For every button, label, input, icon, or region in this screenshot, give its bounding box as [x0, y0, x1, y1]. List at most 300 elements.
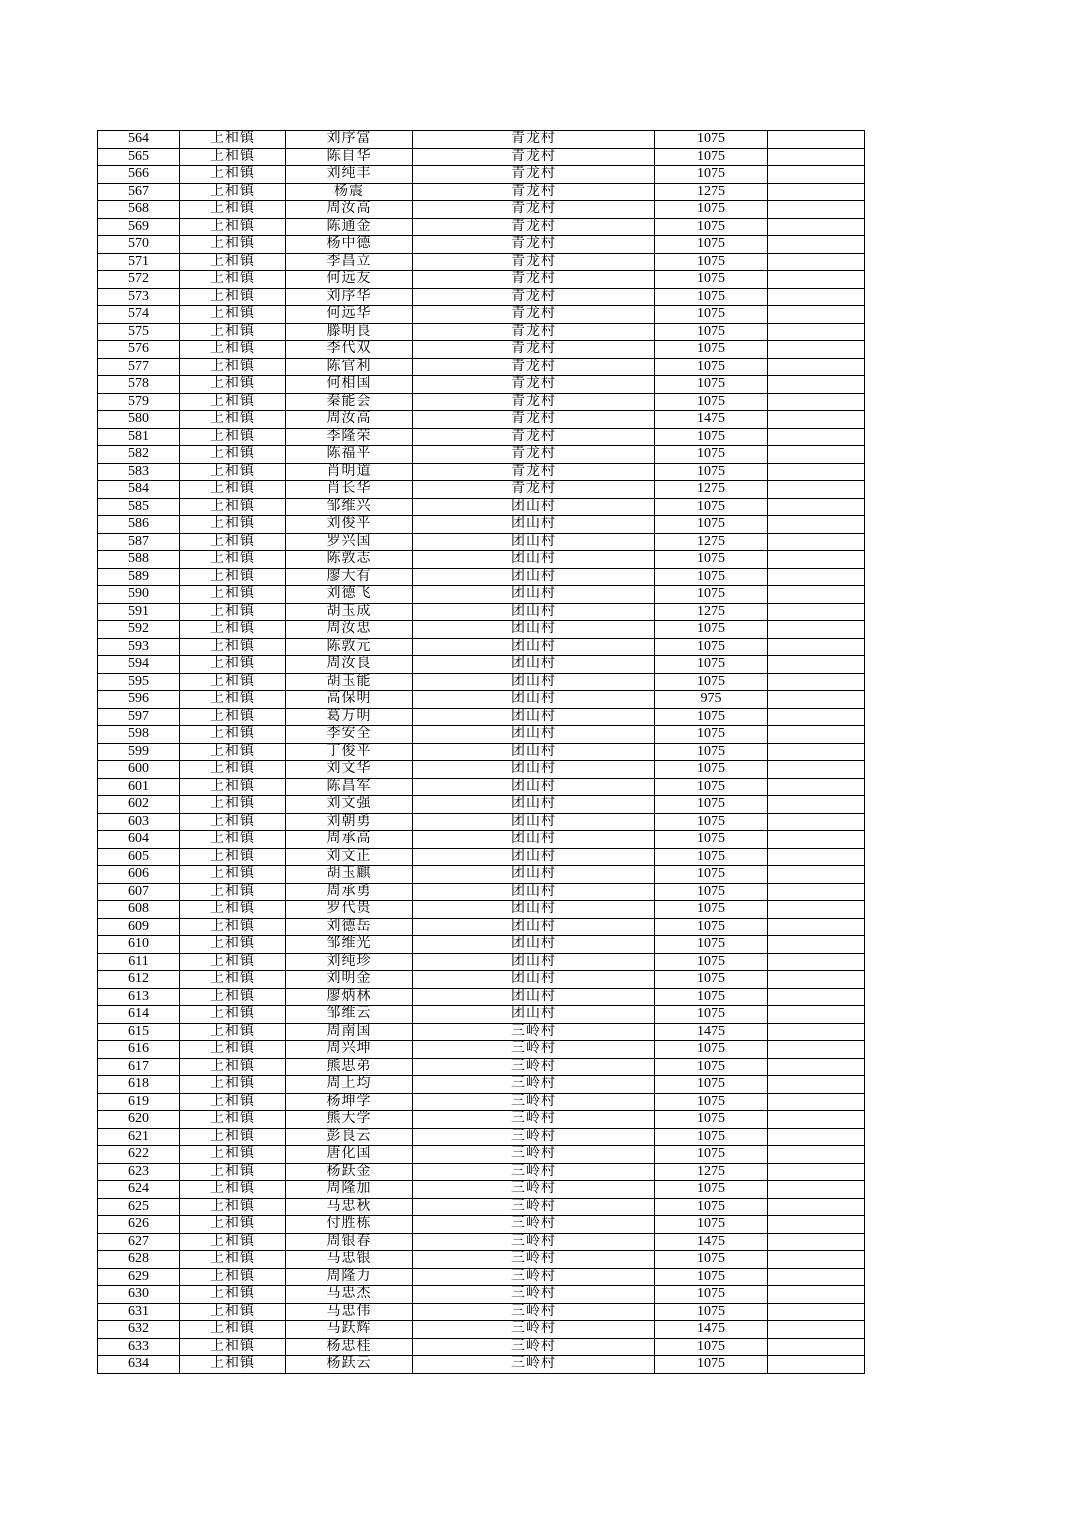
town-cell: 上和镇	[180, 1338, 286, 1356]
village-cell: 青龙村	[413, 148, 655, 166]
amount-cell: 1075	[655, 813, 768, 831]
row-number-cell: 605	[98, 848, 180, 866]
remark-cell	[768, 1111, 865, 1129]
table-row	[98, 288, 865, 306]
row-number-cell: 614	[98, 1006, 180, 1024]
town-cell: 上和镇	[180, 376, 286, 394]
row-number-cell: 633	[98, 1338, 180, 1356]
remark-cell	[768, 673, 865, 691]
amount-cell: 1075	[655, 1356, 768, 1374]
amount-cell: 1075	[655, 1006, 768, 1024]
remark-cell	[768, 1216, 865, 1234]
row-number-cell: 581	[98, 428, 180, 446]
name-cell: 刘纯丰	[286, 166, 413, 184]
name-cell: 周承勇	[286, 883, 413, 901]
town-cell: 上和镇	[180, 743, 286, 761]
table-row	[98, 131, 865, 149]
town-cell: 上和镇	[180, 288, 286, 306]
amount-cell: 1275	[655, 533, 768, 551]
row-number-cell: 572	[98, 271, 180, 289]
row-number-cell: 575	[98, 323, 180, 341]
remark-cell	[768, 463, 865, 481]
town-cell: 上和镇	[180, 533, 286, 551]
amount-cell: 1075	[655, 498, 768, 516]
town-cell: 上和镇	[180, 761, 286, 779]
name-cell: 肖明道	[286, 463, 413, 481]
table-row	[98, 533, 865, 551]
table-row	[98, 1181, 865, 1199]
town-cell: 上和镇	[180, 708, 286, 726]
remark-cell	[768, 778, 865, 796]
village-cell: 青龙村	[413, 428, 655, 446]
row-number-cell: 582	[98, 446, 180, 464]
table-row	[98, 446, 865, 464]
remark-cell	[768, 1233, 865, 1251]
amount-cell: 1075	[655, 586, 768, 604]
table-row	[98, 586, 865, 604]
amount-cell: 1075	[655, 1111, 768, 1129]
table-row	[98, 201, 865, 219]
row-number-cell: 625	[98, 1198, 180, 1216]
remark-cell	[768, 481, 865, 499]
row-number-cell: 587	[98, 533, 180, 551]
village-cell: 青龙村	[413, 323, 655, 341]
amount-cell: 1075	[655, 848, 768, 866]
table-row	[98, 778, 865, 796]
table-row	[98, 918, 865, 936]
remark-cell	[768, 831, 865, 849]
amount-cell: 1075	[655, 1146, 768, 1164]
amount-cell: 1075	[655, 796, 768, 814]
name-cell: 滕明良	[286, 323, 413, 341]
row-number-cell: 620	[98, 1111, 180, 1129]
amount-cell: 1075	[655, 1268, 768, 1286]
village-cell: 团山村	[413, 866, 655, 884]
town-cell: 上和镇	[180, 813, 286, 831]
village-cell: 团山村	[413, 726, 655, 744]
town-cell: 上和镇	[180, 1251, 286, 1269]
table-row	[98, 148, 865, 166]
village-cell: 青龙村	[413, 306, 655, 324]
remark-cell	[768, 148, 865, 166]
remark-cell	[768, 568, 865, 586]
village-cell: 三岭村	[413, 1233, 655, 1251]
village-cell: 团山村	[413, 831, 655, 849]
name-cell: 马忠银	[286, 1251, 413, 1269]
table-row	[98, 953, 865, 971]
row-number-cell: 592	[98, 621, 180, 639]
amount-cell: 1075	[655, 1338, 768, 1356]
amount-cell: 975	[655, 691, 768, 709]
village-cell: 青龙村	[413, 236, 655, 254]
name-cell: 罗兴国	[286, 533, 413, 551]
table-row	[98, 1006, 865, 1024]
amount-cell: 1075	[655, 201, 768, 219]
remark-cell	[768, 1321, 865, 1339]
town-cell: 上和镇	[180, 936, 286, 954]
town-cell: 上和镇	[180, 1146, 286, 1164]
table-row	[98, 761, 865, 779]
table-row	[98, 1128, 865, 1146]
remark-cell	[768, 1268, 865, 1286]
remark-cell	[768, 1181, 865, 1199]
village-cell: 团山村	[413, 621, 655, 639]
amount-cell: 1075	[655, 1181, 768, 1199]
table-row	[98, 1338, 865, 1356]
village-cell: 团山村	[413, 516, 655, 534]
town-cell: 上和镇	[180, 988, 286, 1006]
table-row	[98, 603, 865, 621]
amount-cell: 1075	[655, 1216, 768, 1234]
amount-cell: 1075	[655, 883, 768, 901]
row-number-cell: 608	[98, 901, 180, 919]
town-cell: 上和镇	[180, 428, 286, 446]
table-row	[98, 796, 865, 814]
amount-cell: 1275	[655, 1163, 768, 1181]
town-cell: 上和镇	[180, 568, 286, 586]
town-cell: 上和镇	[180, 656, 286, 674]
table-row	[98, 516, 865, 534]
town-cell: 上和镇	[180, 1006, 286, 1024]
amount-cell: 1075	[655, 148, 768, 166]
name-cell: 陈官利	[286, 358, 413, 376]
name-cell: 陈福平	[286, 446, 413, 464]
remark-cell	[768, 656, 865, 674]
remark-cell	[768, 393, 865, 411]
town-cell: 上和镇	[180, 253, 286, 271]
table-row	[98, 691, 865, 709]
table-row	[98, 988, 865, 1006]
town-cell: 上和镇	[180, 393, 286, 411]
village-cell: 团山村	[413, 848, 655, 866]
village-cell: 青龙村	[413, 288, 655, 306]
village-cell: 三岭村	[413, 1076, 655, 1094]
name-cell: 刘德岳	[286, 918, 413, 936]
village-cell: 团山村	[413, 936, 655, 954]
row-number-cell: 606	[98, 866, 180, 884]
village-cell: 青龙村	[413, 183, 655, 201]
row-number-cell: 627	[98, 1233, 180, 1251]
amount-cell: 1475	[655, 411, 768, 429]
row-number-cell: 590	[98, 586, 180, 604]
amount-cell: 1075	[655, 621, 768, 639]
remark-cell	[768, 866, 865, 884]
roster-table	[97, 130, 865, 1374]
remark-cell	[768, 411, 865, 429]
village-cell: 团山村	[413, 673, 655, 691]
name-cell: 刘文华	[286, 761, 413, 779]
row-number-cell: 571	[98, 253, 180, 271]
remark-cell	[768, 988, 865, 1006]
name-cell: 何相国	[286, 376, 413, 394]
table-row	[98, 183, 865, 201]
village-cell: 团山村	[413, 708, 655, 726]
amount-cell: 1075	[655, 1076, 768, 1094]
town-cell: 上和镇	[180, 1268, 286, 1286]
village-cell: 三岭村	[413, 1338, 655, 1356]
row-number-cell: 579	[98, 393, 180, 411]
name-cell: 唐化国	[286, 1146, 413, 1164]
name-cell: 马忠伟	[286, 1303, 413, 1321]
remark-cell	[768, 201, 865, 219]
village-cell: 青龙村	[413, 218, 655, 236]
name-cell: 刘纯珍	[286, 953, 413, 971]
amount-cell: 1075	[655, 656, 768, 674]
name-cell: 杨中德	[286, 236, 413, 254]
row-number-cell: 599	[98, 743, 180, 761]
amount-cell: 1075	[655, 778, 768, 796]
row-number-cell: 623	[98, 1163, 180, 1181]
town-cell: 上和镇	[180, 1233, 286, 1251]
remark-cell	[768, 1146, 865, 1164]
name-cell: 陈通金	[286, 218, 413, 236]
amount-cell: 1475	[655, 1233, 768, 1251]
row-number-cell: 577	[98, 358, 180, 376]
village-cell: 三岭村	[413, 1093, 655, 1111]
village-cell: 团山村	[413, 918, 655, 936]
table-row	[98, 271, 865, 289]
town-cell: 上和镇	[180, 1181, 286, 1199]
remark-cell	[768, 918, 865, 936]
amount-cell: 1075	[655, 1041, 768, 1059]
name-cell: 熊大学	[286, 1111, 413, 1129]
name-cell: 周汝高	[286, 411, 413, 429]
amount-cell: 1275	[655, 183, 768, 201]
town-cell: 上和镇	[180, 1128, 286, 1146]
village-cell: 青龙村	[413, 201, 655, 219]
row-number-cell: 594	[98, 656, 180, 674]
remark-cell	[768, 516, 865, 534]
amount-cell: 1075	[655, 1128, 768, 1146]
town-cell: 上和镇	[180, 306, 286, 324]
name-cell: 彭良云	[286, 1128, 413, 1146]
remark-cell	[768, 621, 865, 639]
table-row	[98, 551, 865, 569]
amount-cell: 1075	[655, 463, 768, 481]
row-number-cell: 568	[98, 201, 180, 219]
remark-cell	[768, 708, 865, 726]
row-number-cell: 612	[98, 971, 180, 989]
row-number-cell: 629	[98, 1268, 180, 1286]
table-row	[98, 428, 865, 446]
remark-cell	[768, 953, 865, 971]
remark-cell	[768, 901, 865, 919]
amount-cell: 1075	[655, 708, 768, 726]
name-cell: 罗代贵	[286, 901, 413, 919]
remark-cell	[768, 1303, 865, 1321]
remark-cell	[768, 1058, 865, 1076]
amount-cell: 1075	[655, 323, 768, 341]
amount-cell: 1075	[655, 761, 768, 779]
village-cell: 三岭村	[413, 1303, 655, 1321]
remark-cell	[768, 586, 865, 604]
name-cell: 周南国	[286, 1023, 413, 1041]
remark-cell	[768, 183, 865, 201]
table-row	[98, 936, 865, 954]
town-cell: 上和镇	[180, 463, 286, 481]
village-cell: 三岭村	[413, 1146, 655, 1164]
village-cell: 团山村	[413, 778, 655, 796]
remark-cell	[768, 341, 865, 359]
name-cell: 刘序华	[286, 288, 413, 306]
town-cell: 上和镇	[180, 1111, 286, 1129]
remark-cell	[768, 1198, 865, 1216]
row-number-cell: 613	[98, 988, 180, 1006]
table-row	[98, 218, 865, 236]
name-cell: 何远华	[286, 306, 413, 324]
village-cell: 团山村	[413, 656, 655, 674]
town-cell: 上和镇	[180, 551, 286, 569]
table-row	[98, 1233, 865, 1251]
row-number-cell: 583	[98, 463, 180, 481]
name-cell: 邹维云	[286, 1006, 413, 1024]
table-row	[98, 621, 865, 639]
name-cell: 李安全	[286, 726, 413, 744]
name-cell: 邹维光	[286, 936, 413, 954]
amount-cell: 1075	[655, 131, 768, 149]
village-cell: 团山村	[413, 953, 655, 971]
name-cell: 胡玉麒	[286, 866, 413, 884]
name-cell: 杨跃金	[286, 1163, 413, 1181]
village-cell: 团山村	[413, 971, 655, 989]
village-cell: 青龙村	[413, 131, 655, 149]
row-number-cell: 611	[98, 953, 180, 971]
town-cell: 上和镇	[180, 603, 286, 621]
remark-cell	[768, 936, 865, 954]
town-cell: 上和镇	[180, 1093, 286, 1111]
amount-cell: 1075	[655, 428, 768, 446]
amount-cell: 1075	[655, 936, 768, 954]
remark-cell	[768, 813, 865, 831]
village-cell: 青龙村	[413, 481, 655, 499]
town-cell: 上和镇	[180, 341, 286, 359]
row-number-cell: 567	[98, 183, 180, 201]
row-number-cell: 616	[98, 1041, 180, 1059]
amount-cell: 1075	[655, 568, 768, 586]
town-cell: 上和镇	[180, 236, 286, 254]
village-cell: 青龙村	[413, 411, 655, 429]
remark-cell	[768, 761, 865, 779]
remark-cell	[768, 603, 865, 621]
town-cell: 上和镇	[180, 831, 286, 849]
table-row	[98, 1356, 865, 1374]
remark-cell	[768, 498, 865, 516]
row-number-cell: 597	[98, 708, 180, 726]
table-row	[98, 638, 865, 656]
town-cell: 上和镇	[180, 148, 286, 166]
village-cell: 团山村	[413, 988, 655, 1006]
name-cell: 马忠秋	[286, 1198, 413, 1216]
town-cell: 上和镇	[180, 1076, 286, 1094]
amount-cell: 1075	[655, 638, 768, 656]
remark-cell	[768, 253, 865, 271]
name-cell: 马忠杰	[286, 1286, 413, 1304]
name-cell: 刘文正	[286, 848, 413, 866]
table-row	[98, 813, 865, 831]
town-cell: 上和镇	[180, 726, 286, 744]
row-number-cell: 604	[98, 831, 180, 849]
village-cell: 三岭村	[413, 1251, 655, 1269]
table-row	[98, 1146, 865, 1164]
remark-cell	[768, 691, 865, 709]
town-cell: 上和镇	[180, 183, 286, 201]
row-number-cell: 626	[98, 1216, 180, 1234]
table-row	[98, 883, 865, 901]
town-cell: 上和镇	[180, 1356, 286, 1374]
name-cell: 周兴坤	[286, 1041, 413, 1059]
village-cell: 三岭村	[413, 1023, 655, 1041]
name-cell: 周汝高	[286, 201, 413, 219]
table-row	[98, 1041, 865, 1059]
town-cell: 上和镇	[180, 866, 286, 884]
row-number-cell: 596	[98, 691, 180, 709]
row-number-cell: 631	[98, 1303, 180, 1321]
row-number-cell: 595	[98, 673, 180, 691]
town-cell: 上和镇	[180, 323, 286, 341]
amount-cell: 1075	[655, 901, 768, 919]
remark-cell	[768, 1251, 865, 1269]
row-number-cell: 565	[98, 148, 180, 166]
table-row	[98, 306, 865, 324]
row-number-cell: 621	[98, 1128, 180, 1146]
table-row	[98, 1058, 865, 1076]
name-cell: 李隆荣	[286, 428, 413, 446]
town-cell: 上和镇	[180, 1286, 286, 1304]
name-cell: 陈昌军	[286, 778, 413, 796]
row-number-cell: 600	[98, 761, 180, 779]
amount-cell: 1075	[655, 271, 768, 289]
town-cell: 上和镇	[180, 971, 286, 989]
town-cell: 上和镇	[180, 638, 286, 656]
name-cell: 丁俊平	[286, 743, 413, 761]
table-row	[98, 498, 865, 516]
amount-cell: 1075	[655, 288, 768, 306]
table-row	[98, 463, 865, 481]
remark-cell	[768, 288, 865, 306]
table-row	[98, 1023, 865, 1041]
amount-cell: 1075	[655, 306, 768, 324]
amount-cell: 1075	[655, 341, 768, 359]
table-row	[98, 411, 865, 429]
table-row	[98, 393, 865, 411]
row-number-cell: 609	[98, 918, 180, 936]
remark-cell	[768, 726, 865, 744]
name-cell: 杨坤学	[286, 1093, 413, 1111]
amount-cell: 1075	[655, 726, 768, 744]
village-cell: 青龙村	[413, 166, 655, 184]
village-cell: 团山村	[413, 551, 655, 569]
village-cell: 三岭村	[413, 1111, 655, 1129]
village-cell: 青龙村	[413, 376, 655, 394]
amount-cell: 1075	[655, 831, 768, 849]
table-row	[98, 901, 865, 919]
name-cell: 周隆力	[286, 1268, 413, 1286]
village-cell: 团山村	[413, 603, 655, 621]
amount-cell: 1075	[655, 988, 768, 1006]
town-cell: 上和镇	[180, 166, 286, 184]
row-number-cell: 618	[98, 1076, 180, 1094]
amount-cell: 1475	[655, 1023, 768, 1041]
village-cell: 团山村	[413, 568, 655, 586]
table-row	[98, 236, 865, 254]
name-cell: 刘序富	[286, 131, 413, 149]
table-row	[98, 1268, 865, 1286]
table-row	[98, 1198, 865, 1216]
village-cell: 青龙村	[413, 253, 655, 271]
village-cell: 三岭村	[413, 1321, 655, 1339]
remark-cell	[768, 236, 865, 254]
amount-cell: 1075	[655, 1303, 768, 1321]
